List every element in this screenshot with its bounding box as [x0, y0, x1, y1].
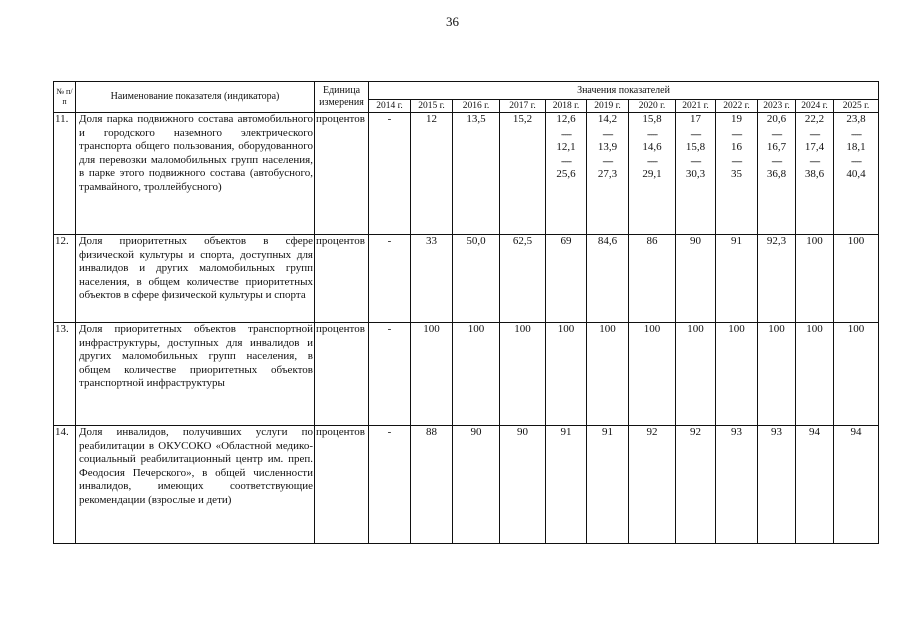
value-cell: [834, 426, 879, 544]
value-text: 91: [560, 426, 572, 438]
value-text: 84,6: [597, 235, 618, 247]
value-cell: [796, 235, 834, 323]
value-text: 19: [731, 113, 742, 125]
value-text: 93: [731, 426, 742, 438]
row-number: 13.: [54, 323, 76, 426]
value-text: 100: [687, 323, 704, 335]
value-cell: [587, 426, 629, 544]
value-text: 94: [850, 426, 862, 438]
value-cell: [629, 113, 676, 235]
header-year: 2021 г.: [676, 100, 716, 113]
value-text: 15,2: [512, 113, 533, 125]
value-cell: [500, 426, 546, 544]
value-cell: [758, 323, 796, 426]
value-cell: [758, 235, 796, 323]
value-cell: [500, 323, 546, 426]
header-year: 2025 г.: [834, 100, 879, 113]
table-row: [54, 113, 879, 235]
value-text: 91: [602, 426, 613, 438]
value-cell: [716, 235, 758, 323]
value-text: 86: [646, 235, 658, 247]
value-cell: [676, 235, 716, 323]
value-separator: -----: [561, 128, 571, 139]
value-text: 36,8: [766, 168, 787, 180]
value-cell: [369, 235, 411, 323]
header-year: 2024 г.: [796, 100, 834, 113]
value-text: 18,1: [846, 140, 866, 153]
value-text: -: [387, 113, 392, 125]
value-text: 100: [514, 323, 531, 335]
value-text: 69: [560, 235, 572, 247]
header-year: 2022 г.: [716, 100, 758, 113]
value-cell: [629, 323, 676, 426]
value-cell: [546, 323, 587, 426]
value-text: 100: [643, 323, 661, 335]
value-separator: -----: [809, 156, 820, 166]
value-cell: [587, 235, 629, 323]
value-cell: [629, 235, 676, 323]
value-text: 100: [467, 323, 485, 335]
value-separator: -----: [731, 128, 742, 139]
indicator-name: Доля приоритетных объектов в сфере физической культуры и спорта, доступных для инвалидов и других маломобильных групп населения, в общем количестве приоритетных объектов в сфере физической культуры и спорта: [76, 235, 315, 323]
value-text: 100: [768, 323, 785, 335]
value-cell: [453, 426, 500, 544]
value-cell: [369, 426, 411, 544]
value-text: 16: [731, 140, 742, 153]
value-text: 14,2: [597, 113, 618, 125]
value-cell: [369, 323, 411, 426]
value-text: 29,1: [642, 168, 662, 180]
value-text: 23,8: [846, 113, 866, 125]
value-cell: [411, 323, 453, 426]
value-separator: -----: [771, 156, 782, 166]
header-num: № п/п: [54, 82, 76, 113]
value-cell: [546, 426, 587, 544]
value-cell: [500, 113, 546, 235]
value-text: 15,8: [685, 140, 706, 153]
value-text: 13,5: [466, 113, 486, 125]
value-cell: [834, 323, 879, 426]
value-cell: [369, 113, 411, 235]
value-cell: [676, 113, 716, 235]
value-cell: [411, 235, 453, 323]
header-year: 2019 г.: [587, 100, 629, 113]
value-text: 92: [646, 426, 658, 438]
value-cell: [546, 113, 587, 235]
row-number: 12.: [54, 235, 76, 323]
header-row-top: [54, 82, 879, 100]
value-text: 92: [690, 426, 701, 438]
value-text: 16,7: [766, 140, 787, 153]
value-cell: [676, 426, 716, 544]
value-text: 91: [731, 235, 742, 247]
value-text: 100: [806, 235, 823, 247]
value-text: 100: [847, 323, 865, 335]
value-separator: -----: [561, 156, 571, 166]
value-text: 62,5: [512, 235, 533, 247]
value-text: 12,1: [556, 140, 576, 153]
value-cell: [758, 113, 796, 235]
value-text: 50,0: [466, 235, 486, 247]
header-year: 2014 г.: [369, 100, 411, 113]
row-number: 11.: [54, 113, 76, 235]
value-text: 30,3: [685, 168, 706, 180]
value-cell: [716, 323, 758, 426]
value-cell: [453, 113, 500, 235]
indicators-table: [53, 81, 879, 544]
header-unit: Единица измерения: [315, 82, 369, 113]
value-cell: [587, 323, 629, 426]
value-text: 33: [426, 235, 437, 247]
value-cell: [834, 113, 879, 235]
header-year: 2016 г.: [453, 100, 500, 113]
value-text: 20,6: [766, 113, 787, 125]
value-cell: [716, 113, 758, 235]
table-row: [54, 323, 879, 426]
indicator-name: Доля инвалидов, получивших услуги по реабилитации в ОКУСОКО «Областной медико-социальный реабилитационный центр им. преп. Феодосия Печерского», в общей численности инвалидов, имеющих соответствующие рекомендации (взрослые и дети): [76, 426, 315, 544]
value-text: 90: [470, 426, 482, 438]
value-text: 12,6: [556, 113, 576, 125]
indicator-unit: процентов: [315, 426, 369, 544]
value-separator: -----: [602, 156, 613, 166]
value-cell: [453, 235, 500, 323]
value-text: 15,8: [642, 113, 662, 125]
row-number: 14.: [54, 426, 76, 544]
value-separator: -----: [690, 156, 701, 166]
value-cell: [500, 235, 546, 323]
header-year: 2020 г.: [629, 100, 676, 113]
value-text: -: [387, 323, 392, 335]
value-text: 12: [426, 113, 437, 125]
table-row: [54, 235, 879, 323]
value-text: 100: [806, 323, 823, 335]
value-text: 100: [599, 323, 616, 335]
value-cell: [411, 113, 453, 235]
value-text: 38,6: [804, 168, 825, 180]
value-cell: [676, 323, 716, 426]
value-text: 94: [809, 426, 820, 438]
header-values: Значения показателей: [369, 82, 879, 100]
value-text: 93: [771, 426, 782, 438]
value-text: 17,4: [804, 140, 825, 153]
value-separator: -----: [690, 128, 701, 139]
value-text: 17: [690, 113, 701, 125]
value-text: 90: [690, 235, 701, 247]
page-number: 36: [446, 14, 459, 29]
value-text: 25,6: [556, 168, 576, 180]
header-year: 2015 г.: [411, 100, 453, 113]
header-name: Наименование показателя (индикатора): [76, 82, 315, 113]
indicator-unit: процентов: [315, 323, 369, 426]
value-separator: -----: [851, 156, 861, 166]
value-cell: [629, 426, 676, 544]
value-separator: -----: [851, 128, 861, 139]
value-text: 100: [847, 235, 865, 247]
value-text: 92,3: [766, 235, 787, 247]
value-cell: [796, 113, 834, 235]
value-text: 90: [517, 426, 528, 438]
value-text: 14,6: [642, 140, 662, 153]
value-cell: [453, 323, 500, 426]
value-text: 100: [557, 323, 575, 335]
table-row: [54, 426, 879, 544]
value-text: -: [387, 426, 392, 438]
value-text: 100: [728, 323, 745, 335]
value-text: 40,4: [846, 168, 866, 180]
indicator-unit: процентов: [315, 113, 369, 235]
value-cell: [411, 426, 453, 544]
value-text: 13,9: [597, 140, 618, 153]
value-cell: [758, 426, 796, 544]
value-separator: -----: [771, 128, 782, 139]
value-text: 35: [731, 168, 742, 180]
value-cell: [834, 235, 879, 323]
value-cell: [587, 113, 629, 235]
indicator-name: Доля приоритетных объектов транспортной инфраструктуры, доступных для инвалидов и других маломобильных групп населения, в общем количестве приоритетных объектов транспортной инфраструктуры: [76, 323, 315, 426]
indicator-unit: процентов: [315, 235, 369, 323]
value-separator: -----: [647, 128, 657, 139]
value-text: 100: [423, 323, 440, 335]
value-separator: -----: [647, 156, 657, 166]
header-year: 2017 г.: [500, 100, 546, 113]
table-body: [54, 113, 879, 544]
value-cell: [546, 235, 587, 323]
value-text: 22,2: [804, 113, 825, 125]
value-text: -: [387, 235, 392, 247]
value-cell: [716, 426, 758, 544]
value-separator: -----: [809, 128, 820, 139]
header-year: 2023 г.: [758, 100, 796, 113]
value-cell: [796, 323, 834, 426]
value-cell: [796, 426, 834, 544]
header-year: 2018 г.: [546, 100, 587, 113]
value-text: 88: [426, 426, 437, 438]
indicator-name: Доля парка подвижного состава автомобильного и городского наземного электрического транспорта общего пользования, оборудованного для перевозки маломобильных групп населения, в парке этого подвижного состава (автобусного, трамвайного, троллейбусного): [76, 113, 315, 235]
value-separator: -----: [731, 156, 742, 166]
value-separator: -----: [602, 128, 613, 139]
value-text: 27,3: [597, 168, 618, 180]
